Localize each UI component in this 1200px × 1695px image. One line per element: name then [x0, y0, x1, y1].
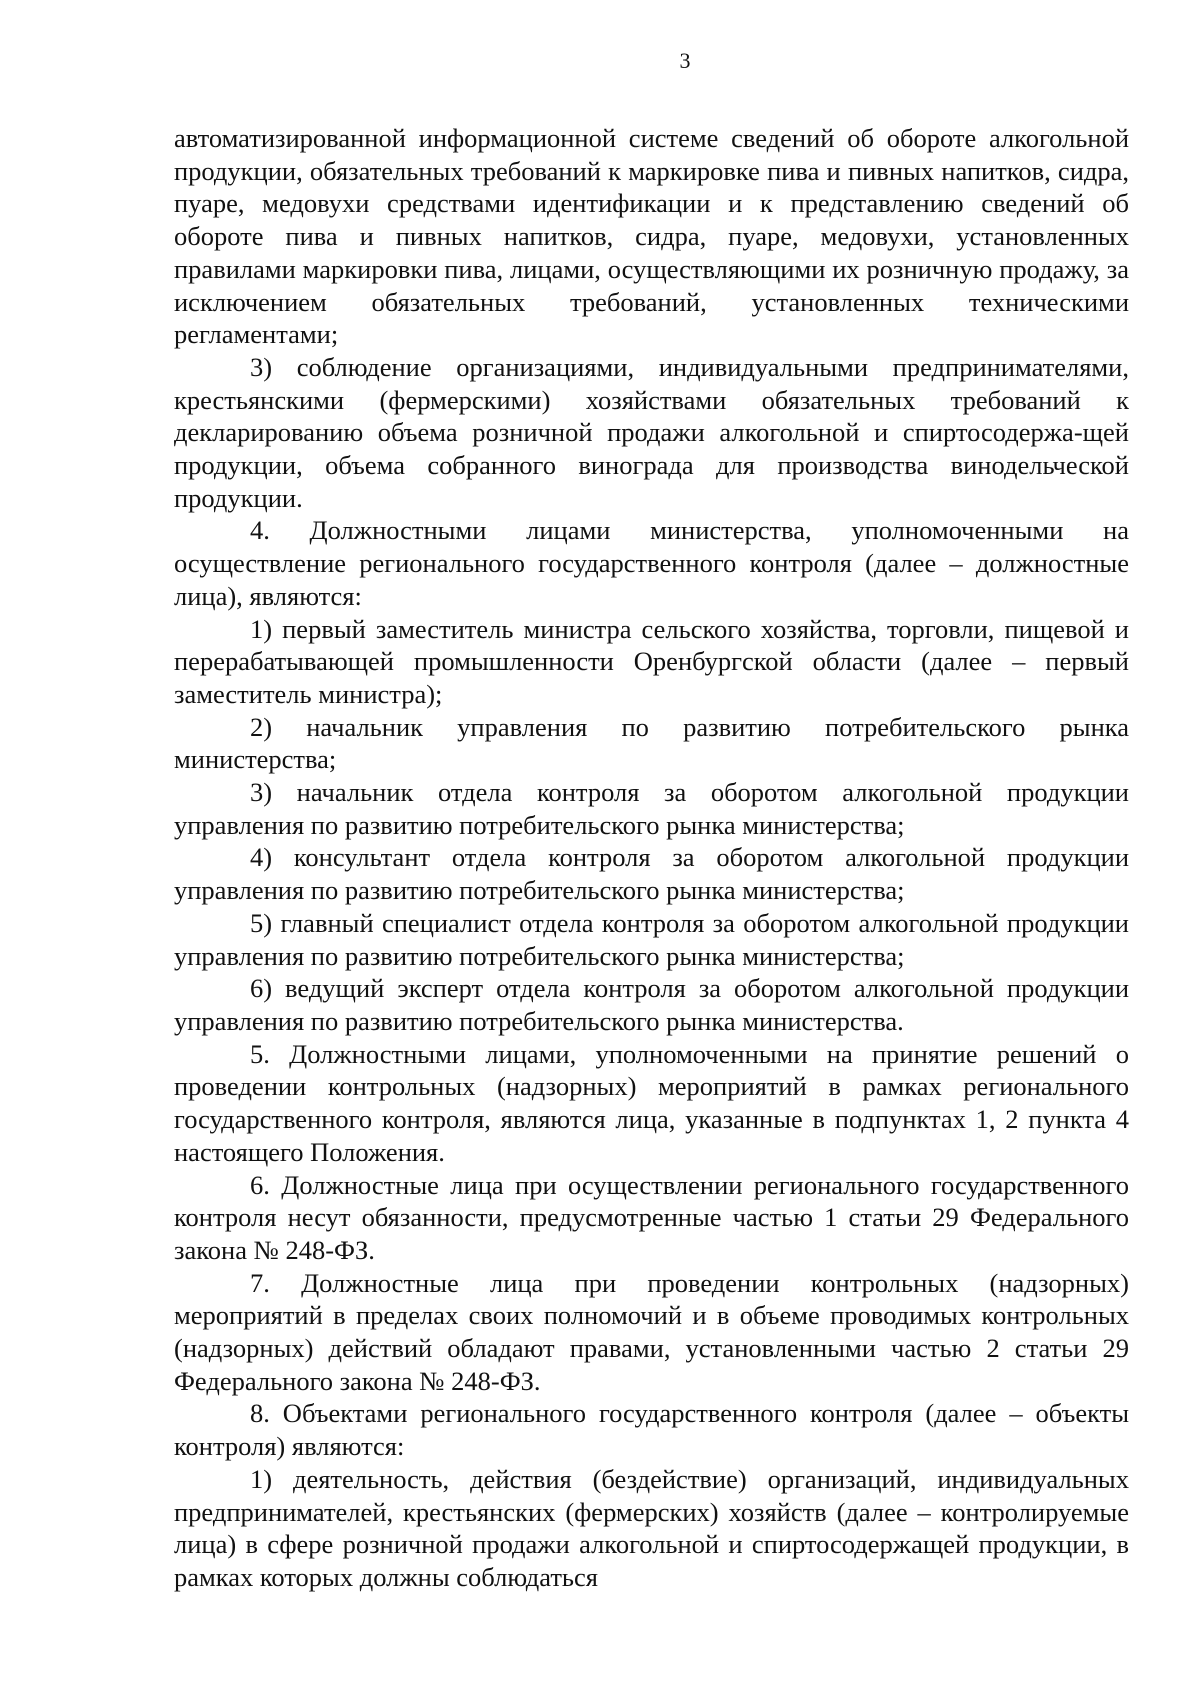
paragraph: 1) деятельность, действия (бездействие) организаций, индивидуальных предпринимателей, крестьянских (фермерских) хозяйств (далее – контролируемые лица) в сфере розничной продажи алкогольной и спиртосодержащей продукции, в рамках которых должны соблюдаться — [174, 1463, 1129, 1592]
paragraph: 3) начальник отдела контроля за оборотом алкогольной продукции управления по развитию потребительского рынка министерства; — [174, 777, 1129, 840]
paragraph: 6. Должностные лица при осуществлении регионального государственного контроля несут обязанности, предусмотренные частью 1 статьи 29 Федерального закона № 248-ФЗ. — [174, 1169, 1129, 1265]
paragraph: 5. Должностными лицами, уполномоченными на принятие решений о проведении контрольных (надзорных) мероприятий в рамках регионального государственного контроля, являются лица, указанные в подпунктах 1, 2 пункта 4 настоящего Положения. — [174, 1038, 1129, 1167]
paragraph: 4) консультант отдела контроля за оборотом алкогольной продукции управления по развитию потребительского рынка министерства; — [174, 842, 1129, 906]
page-number: 3 — [679, 48, 691, 73]
paragraph: 7. Должностные лица при проведении контрольных (надзорных) мероприятий в пределах своих полномочий и в объеме проводимых контрольных (надзорных) действий обладают правами, установленными частью 2 статьи 29 Федерального закона № 248-ФЗ. — [174, 1267, 1129, 1396]
paragraph: 2) начальник управления по развитию потребительского рынка министерства; — [174, 711, 1129, 775]
paragraph: 5) главный специалист отдела контроля за оборотом алкогольной продукции управления по развитию потребительского рынка министерства; — [174, 907, 1129, 971]
paragraph: 3) соблюдение организациями, индивидуальными предпринимателями, крестьянскими (фермерскими) хозяйствами обязательных требований к декларированию объема розничной продажи алкогольной и спиртосодержа-щей продукции, объема собранного винограда для производства винодельческой продукции. — [174, 351, 1129, 513]
paragraph: 8. Объектами регионального государственного контроля (далее – объекты контроля) являются: — [174, 1398, 1129, 1462]
document-body — [174, 122, 1129, 1594]
paragraph: 4. Должностными лицами министерства, уполномоченными на осуществление регионального государственного контроля (далее – должностные лица), являются: — [174, 515, 1129, 611]
paragraph: автоматизированной информационной системе сведений об обороте алкогольной продукции, обязательных требований к маркировке пива и пивных напитков, сидра, пуаре, медовухи средствами идентификации и к представлению сведений об обороте пива и пивных напитков, сидра, пуаре, медовухи, установленных правилами маркировки пива, лицами, осуществляющими их розничную продажу, за исключением обязательных требований, установленных техническими регламентами; — [174, 123, 1129, 350]
paragraph: 1) первый заместитель министра сельского хозяйства, торговли, пищевой и перерабатывающей промышленности Оренбургской области (далее – первый заместитель министра); — [174, 613, 1129, 709]
paragraph: 6) ведущий эксперт отдела контроля за оборотом алкогольной продукции управления по развитию потребительского рынка министерства. — [174, 973, 1129, 1036]
